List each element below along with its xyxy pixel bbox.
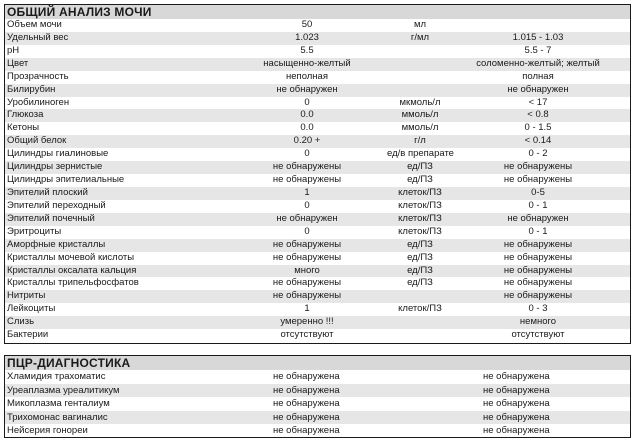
table-row — [5, 200, 630, 213]
table-row — [5, 109, 630, 122]
table-row — [5, 265, 630, 278]
test-norm: немного — [519, 316, 557, 328]
test-value: 0.0 — [300, 109, 314, 121]
test-norm: соломенно-желтый; желтый — [476, 57, 600, 69]
test-value: 50 — [301, 19, 313, 30]
test-unit — [387, 84, 453, 97]
test-value: 1 — [304, 303, 310, 315]
test-value: не обнаружена — [273, 384, 340, 396]
test-name: Кристаллы мочевой кислоты — [7, 251, 135, 263]
table-row — [5, 397, 630, 411]
test-unit — [387, 58, 453, 71]
test-name: Трихомонас вагиналис — [7, 411, 108, 423]
test-norm: не обнаружены — [503, 264, 573, 276]
test-value: насыщенно-желтый — [263, 57, 351, 69]
test-name: Нейсерия гонореи — [7, 425, 88, 437]
test-name: Глюкоза — [7, 109, 44, 121]
test-norm — [453, 19, 623, 32]
test-value: 0.0 — [300, 122, 314, 134]
test-name: Микоплазма генталиум — [7, 398, 110, 410]
test-norm: 0 - 1 — [528, 199, 548, 211]
test-name: pH — [7, 44, 20, 56]
table-row — [5, 226, 630, 239]
test-value: не обнаружены — [272, 251, 342, 263]
table-row — [5, 122, 630, 135]
test-name: Кетоны — [7, 122, 40, 134]
test-norm: полная — [522, 70, 554, 82]
test-norm: не обнаружены — [503, 174, 573, 186]
table-row — [5, 316, 630, 329]
test-norm: не обнаружены — [503, 277, 573, 289]
test-norm: 0 - 1.5 — [524, 122, 552, 134]
pcr-table — [4, 355, 631, 438]
test-name: Аморфные кристаллы — [7, 238, 106, 250]
test-norm: не обнаружена — [483, 425, 550, 437]
test-name: Кристаллы оксалата кальция — [7, 264, 137, 276]
test-norm: не обнаружена — [483, 398, 550, 410]
test-unit — [387, 329, 453, 342]
test-value: не обнаружены — [272, 277, 342, 289]
test-norm: не обнаружены — [503, 238, 573, 250]
table-row — [5, 239, 630, 252]
test-name: Эпителий почечный — [7, 212, 95, 224]
test-unit: ед/ПЗ — [407, 238, 433, 250]
test-value: не обнаружена — [273, 411, 340, 423]
urinalysis-title: ОБЩИЙ АНАЛИЗ МОЧИ — [5, 5, 630, 19]
urinalysis-rows — [5, 19, 630, 342]
test-value: 0 — [304, 225, 310, 237]
test-norm: < 0.8 — [527, 109, 549, 121]
test-norm: 0 - 1 — [528, 225, 548, 237]
table-row — [5, 58, 630, 71]
test-value: не обнаружен — [276, 83, 338, 95]
test-value: 0 — [304, 148, 310, 160]
test-norm: не обнаружены — [503, 251, 573, 263]
test-name: Нитриты — [7, 290, 46, 302]
table-row — [5, 424, 630, 438]
table-row — [5, 161, 630, 174]
test-unit: клеток/ПЗ — [398, 186, 442, 198]
test-norm: отсутствуют — [511, 329, 565, 341]
test-value: отсутствуют — [280, 329, 334, 341]
table-row — [5, 370, 630, 384]
test-unit: клеток/ПЗ — [398, 199, 442, 211]
table-row — [5, 45, 630, 58]
table-row — [5, 135, 630, 148]
test-name: Общий белок — [7, 135, 67, 147]
test-name: Цилиндры эпителиальные — [7, 174, 125, 186]
test-name: Эпителий плоский — [7, 186, 88, 198]
test-name: Цилиндры гиалиновые — [7, 148, 109, 160]
test-value: не обнаружены — [272, 290, 342, 302]
test-unit: г/л — [414, 135, 426, 147]
test-value: 1.023 — [295, 31, 319, 43]
test-unit: ед/ПЗ — [407, 161, 433, 173]
test-norm: 5.5 - 7 — [524, 44, 552, 56]
table-row — [5, 277, 630, 290]
test-value: 1 — [304, 186, 310, 198]
table-row — [5, 384, 630, 398]
table-row — [5, 148, 630, 161]
test-value: неполная — [286, 70, 328, 82]
test-norm: не обнаружены — [503, 290, 573, 302]
test-name: Объем мочи — [7, 19, 62, 30]
test-unit: ммоль/л — [401, 109, 439, 121]
test-unit: мл — [413, 19, 427, 30]
table-row — [5, 174, 630, 187]
table-row — [5, 84, 630, 97]
table-row — [5, 71, 630, 84]
test-name: Эритроциты — [7, 225, 62, 237]
test-value: не обнаружена — [273, 398, 340, 410]
test-value: не обнаружены — [272, 238, 342, 250]
test-norm: не обнаружена — [483, 384, 550, 396]
test-unit: ед/ПЗ — [407, 251, 433, 263]
test-unit — [387, 316, 453, 329]
test-name: Цвет — [7, 57, 29, 69]
test-value: не обнаружена — [273, 425, 340, 437]
test-unit: ед/в препарате — [387, 148, 454, 160]
test-name: Эпителий переходный — [7, 199, 106, 211]
urinalysis-table — [4, 4, 631, 344]
test-unit: ед/ПЗ — [407, 264, 433, 276]
test-name: Хламидия трахоматис — [7, 371, 106, 382]
test-value: 5.5 — [300, 44, 314, 56]
test-norm: не обнаружена — [483, 371, 550, 382]
table-row — [5, 19, 630, 32]
test-unit: клеток/ПЗ — [398, 225, 442, 237]
test-norm: 1.015 - 1.03 — [512, 31, 564, 43]
test-value: не обнаружены — [272, 174, 342, 186]
test-norm: не обнаружена — [483, 411, 550, 423]
test-norm: не обнаружен — [507, 83, 569, 95]
test-value: много — [294, 264, 320, 276]
test-name: Прозрачность — [7, 70, 69, 82]
test-unit — [387, 71, 453, 84]
table-row — [5, 290, 630, 303]
test-value: 0 — [304, 96, 310, 108]
test-name: Уреаплазма уреалитикум — [7, 384, 120, 396]
test-name: Удельный вес — [7, 31, 69, 43]
table-row — [5, 32, 630, 45]
table-row — [5, 97, 630, 110]
test-unit: ед/ПЗ — [407, 277, 433, 289]
test-value: 0.20 + — [293, 135, 321, 147]
test-norm: < 17 — [528, 96, 548, 108]
test-unit: ед/ПЗ — [407, 174, 433, 186]
test-value: не обнаружены — [272, 161, 342, 173]
test-value: 0 — [304, 199, 310, 211]
test-unit: клеток/ПЗ — [398, 212, 442, 224]
test-norm: 0 - 2 — [528, 148, 548, 160]
table-row — [5, 187, 630, 200]
test-name: Лейкоциты — [7, 303, 56, 315]
test-unit: ммоль/л — [401, 122, 439, 134]
test-norm: 0-5 — [531, 186, 545, 198]
test-norm: не обнаружен — [507, 212, 569, 224]
table-row — [5, 252, 630, 265]
test-norm: 0 - 3 — [528, 303, 548, 315]
test-name: Цилиндры зернистые — [7, 161, 103, 173]
pcr-rows — [5, 370, 630, 438]
test-name: Бактерии — [7, 329, 49, 341]
table-row — [5, 329, 630, 342]
test-name: Уробилиноген — [7, 96, 70, 108]
test-norm: < 0.14 — [524, 135, 552, 147]
test-unit: клеток/ПЗ — [398, 303, 442, 315]
test-name: Слизь — [7, 316, 35, 328]
test-value: не обнаружен — [276, 212, 338, 224]
test-name: Билирубин — [7, 83, 56, 95]
table-row — [5, 213, 630, 226]
test-value: умеренно !!! — [280, 316, 334, 328]
pcr-title: ПЦР-ДИАГНОСТИКА — [5, 356, 630, 370]
test-unit: мкмоль/л — [399, 96, 441, 108]
test-name: Кристаллы трипельфосфатов — [7, 277, 139, 289]
test-unit: г/мл — [410, 31, 430, 43]
test-unit — [387, 290, 453, 303]
table-row — [5, 411, 630, 425]
test-value: не обнаружена — [273, 371, 340, 382]
test-unit — [387, 45, 453, 58]
table-row — [5, 303, 630, 316]
test-norm: не обнаружены — [503, 161, 573, 173]
